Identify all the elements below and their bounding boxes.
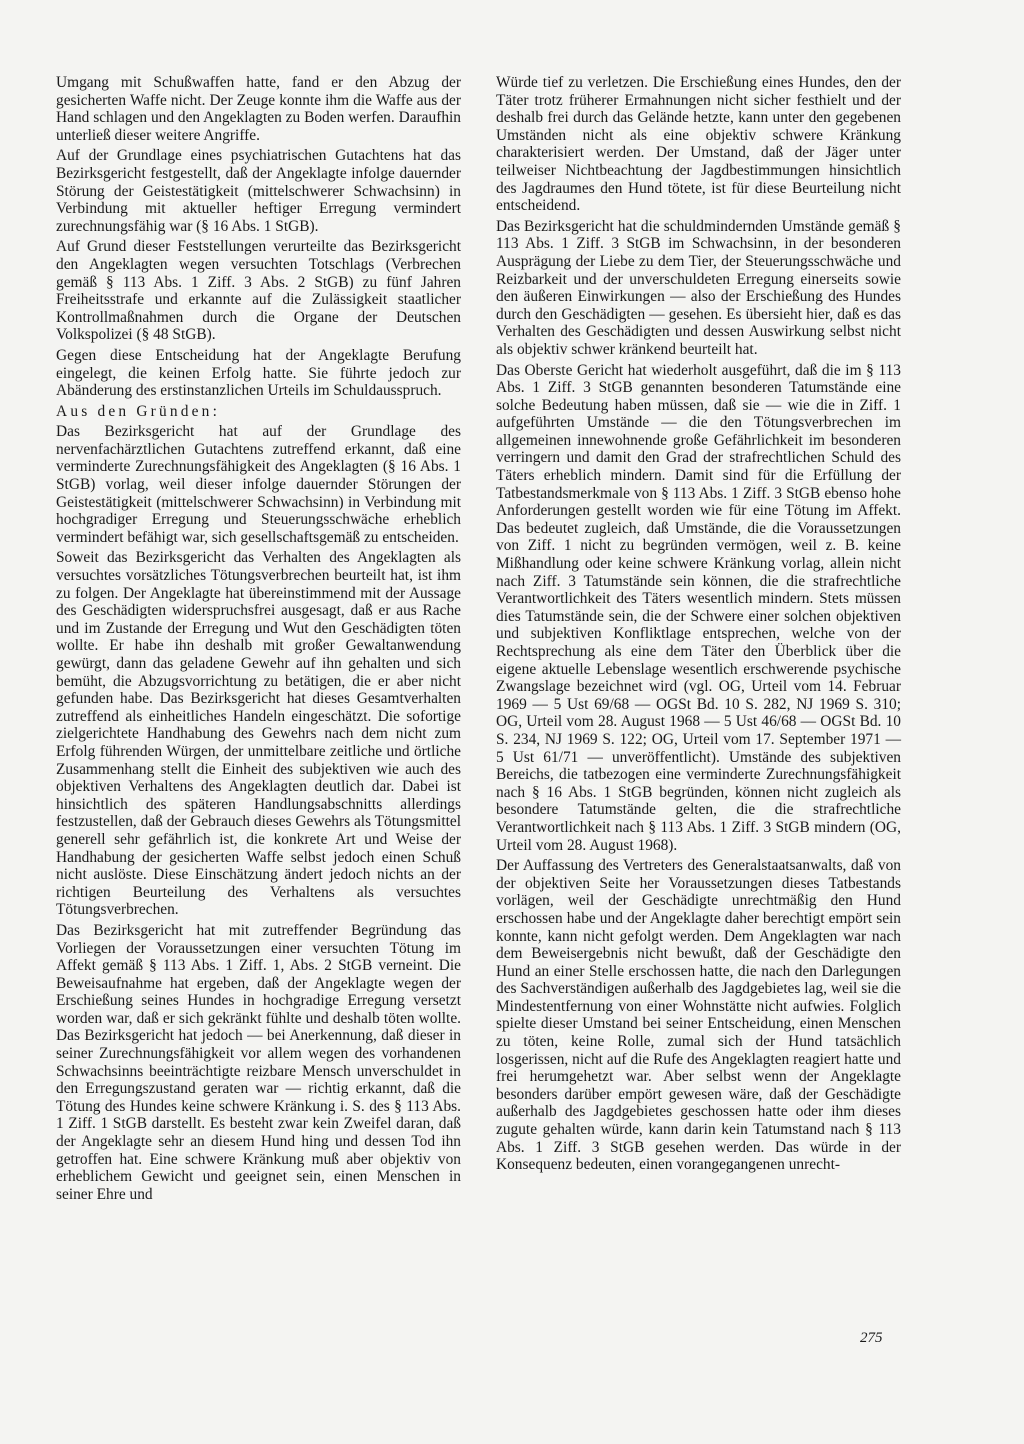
paragraph: Das Bezirksgericht hat die schuldmindernden Umstände gemäß § 113 Abs. 1 Ziff. 3 StGB im Schwachsinn, in der besonderen Ausprägung der Liebe zu dem Tier, der Steuerungsschwäche und Reizbarkeit und der unverschuldeten Erregung einerseits sowie den äußeren Einwirkungen — also der Erschießung des Hundes durch den Geschädigten — gesehen. Es übersieht hier, daß es das Verhalten des Geschädigten und dessen Auswirkung selbst nicht als objektiv schwer kränkend beurteilt hat. <box>496 217 901 358</box>
left-column <box>56 74 461 1206</box>
paragraph: Soweit das Bezirksgericht das Verhalten des Angeklagten als versuchtes vorsätzliches Tötungsverbrechen beurteilt hat, ist ihm zu folgen. Der Angeklagte hat übereinstimmend mit der Aussage des Geschädigten widerspruchsfrei ausgesagt, daß er aus Rache und im Zustande der Erregung und Wut den Geschädigten töten wollte. Er habe ihn deshalb mit großer Gewaltanwendung gewürgt, dann das geladene Gewehr auf ihn gehalten und sich bemüht, die Abzugsvorrichtung zu betätigen, die er aber nicht gefunden habe. Das Bezirksgericht hat dieses Gesamtverhalten zutreffend als einheitliches Handeln eingeschätzt. Die sofortige zielgerichtete Handhabung des Gewehrs nach dem nicht zum Erfolg führenden Würgen, der unmittelbare zeitliche und örtliche Zusammenhang stellt die Einheit des subjektiven wie auch des objektiven Verhaltens des Angeklagten deutlich dar. Dabei ist hinsichtlich des späteren Handlungsabschnitts allerdings festzustellen, daß der Gebrauch dieses Gewehrs als Tötungsmittel generell sehr gefährlich ist, die konkrete Art und Weise der Handhabung der gesicherten Waffe selbst jedoch einen Schuß nicht auslöste. Diese Einschätzung ändert jedoch nichts an der richtigen Beurteilung des Verhaltens als versuchtes Tötungsverbrechen. <box>56 549 461 919</box>
page-number: 275 <box>860 1330 883 1346</box>
paragraph: Umgang mit Schußwaffen hatte, fand er den Abzug der gesicherten Waffe nicht. Der Zeuge konnte ihm die Waffe aus der Hand schlagen und den Angeklagten zu Boden werfen. Daraufhin unterließ dieser weitere Angriffe. <box>56 74 461 144</box>
paragraph: Auf der Grundlage eines psychiatrischen Gutachtens hat das Bezirksgericht festgestellt, daß der Angeklagte infolge dauernder Störung der Geistestätigkeit (mittelschwerer Schwachsinn) in Verbindung mit aktueller heftiger Erregung vermindert zurechnungsfähig war (§ 16 Abs. 1 StGB). <box>56 147 461 235</box>
section-heading: Aus den Gründen: <box>56 402 221 420</box>
right-column <box>496 74 901 1177</box>
paragraph: Auf Grund dieser Feststellungen verurteilte das Bezirksgericht den Angeklagten wegen versuchten Totschlags (Verbrechen gemäß § 113 Abs. 1 Ziff. 3 Abs. 2 StGB) zu fünf Jahren Freiheitsstrafe und erkannte auf die Zulässigkeit staatlicher Kontrollmaßnahmen durch die Organe der Deutschen Volkspolizei (§ 48 StGB). <box>56 238 461 344</box>
paragraph: Gegen diese Entscheidung hat der Angeklagte Berufung eingelegt, die keinen Erfolg hatte. Sie führte jedoch zur Abänderung des erstinstanzlichen Urteils im Schuldausspruch. <box>56 346 461 400</box>
paragraph: Würde tief zu verletzen. Die Erschießung eines Hundes, den der Täter trotz früherer Ermahnungen nicht sicher festhielt und der deshalb frei durch das Gelände hetzte, kann unter den gegebenen Umständen nicht als eine objektiv schwere Kränkung charakterisiert werden. Der Umstand, daß der Jäger unter teilweiser Nichtbeachtung der Jagdbestimmungen hinsichtlich des Jagdraumes den Hund tötete, ist für diese Beurteilung nicht entscheidend. <box>496 74 901 215</box>
paragraph: Das Bezirksgericht hat auf der Grundlage des nervenfachärztlichen Gutachtens zutreffend erkannt, daß eine verminderte Zurechnungsfähigkeit des Angeklagten (§ 16 Abs. 1 StGB) vorlag, weil dieser infolge dauernder Störungen der Geistestätigkeit (mittelschwerer Schwachsinn) in Verbindung mit hochgradiger Erregung und Steuerungsschwäche erheblich vermindert befähigt war, sich gesellschaftsgemäß zu entscheiden. <box>56 423 461 546</box>
paragraph: Das Bezirksgericht hat mit zutreffender Begründung das Vorliegen der Voraussetzungen einer versuchten Tötung im Affekt gemäß § 113 Abs. 1 Ziff. 1, Abs. 2 StGB verneint. Die Beweisaufnahme hat ergeben, daß der Angeklagte wegen der Erschießung seines Hundes in hochgradige Erregung versetzt worden war, daß er sich gekränkt fühlte und deshalb töten wollte. Das Bezirksgericht hat jedoch — bei Anerkennung, daß dieser in seiner Zurechnungsfähigkeit vor allem wegen des vorhandenen Schwachsinns beeinträchtigte reizbare Mensch unverschuldet in den Erregungszustand geraten war — richtig erkannt, daß die Tötung des Hundes keine schwere Kränkung i. S. des § 113 Abs. 1 Ziff. 1 StGB darstellt. Es besteht zwar kein Zweifel daran, daß der Angeklagte sehr an diesem Hund hing und dessen Tod ihn getroffen hat. Eine schwere Kränkung muß aber objektiv von erheblichem Gewicht und geeignet sein, einen Menschen in seiner Ehre und <box>56 921 461 1203</box>
paragraph: Das Oberste Gericht hat wiederholt ausgeführt, daß die im § 113 Abs. 1 Ziff. 3 StGB genannten besonderen Tatumstände eine solche Bedeutung haben müssen, daß sie — wie die in Ziff. 1 aufgeführten Umstände — die den Tötungsverbrechen im allgemeinen innewohnende große Gefährlichkeit im besonderen verringern und damit den Grad der strafrechtlichen Schuld des Täters erheblich mindern. Damit sind für die Erfüllung der Tatbestandsmerkmale von § 113 Abs. 1 Ziff. 3 StGB ebenso hohe Anforderungen gestellt worden wie für eine Tötung im Affekt. Das bedeutet zugleich, daß Umstände, die die Voraussetzungen von Ziff. 1 nicht zu begründen vermögen, weil z. B. keine Mißhandlung oder keine schwere Kränkung vorlag, allein nicht nach Ziff. 3 Tatumstände sein können, die die strafrechtliche Verantwortlichkeit des Täters wesentlich mindern. Stets müssen dies Tatumstände sein, die der Schwere einer solchen objektiven und subjektiven Konfliktlage entsprechen, welche von der Rechtsprechung als eine dem Täter den Überblick über die eigene aktuelle Lebenslage wesentlich erschwerende psychische Zwangslage bezeichnet wird (vgl. OG, Urteil vom 14. Februar 1969 — 5 Ust 69/68 — OGSt Bd. 10 S. 282, NJ 1969 S. 310; OG, Urteil vom 28. August 1968 — 5 Ust 46/68 — OGSt Bd. 10 S. 234, NJ 1969 S. 122; OG, Urteil vom 17. September 1971 — 5 Ust 61/71 — unveröffentlicht). Umstände des subjektiven Bereichs, die tatbezogen eine verminderte Zurechnungsfähigkeit nach § 16 Abs. 1 StGB begründen, können nicht zugleich als besondere Tatumstände gelten, die die strafrechtliche Verantwortlichkeit nach § 113 Abs. 1 Ziff. 3 StGB mindern (OG, Urteil vom 28. August 1968). <box>496 361 901 854</box>
paragraph: Der Auffassung des Vertreters des Generalstaatsanwalts, daß von der objektiven Seite her Voraussetzungen dieses Tatbestands vorlägen, weil der Geschädigte unrechtmäßig den Hund erschossen habe und der Angeklagte daher berechtigt empört sein konnte, kann nicht gefolgt werden. Dem Angeklagten war nach dem Beweisergebnis nicht bewußt, daß der Geschädigte den Hund an einer Stelle erschossen hatte, die nach den Darlegungen des Sachverständigen außerhalb des Jagdgebietes lag, weil sie die Mindestentfernung von einer Wohnstätte nicht aufwies. Folglich spielte dieser Umstand bei seiner Entscheidung, einen Menschen zu töten, keine Rolle, zumal sich der Hund tatsächlich losgerissen, nicht auf die Rufe des Angeklagten reagiert hatte und frei herumgehetzt war. Aber selbst wenn der Angeklagte besonders darüber empört gewesen wäre, daß der Geschädigte außerhalb des Jagdgebietes geschossen hatte oder ihm dieses zugute gehalten würde, kann darin kein Tatumstand nach § 113 Abs. 1 Ziff. 3 StGB gesehen werden. Das würde in der Konsequenz bedeuten, einen vorangegangenen unrecht- <box>496 857 901 1174</box>
